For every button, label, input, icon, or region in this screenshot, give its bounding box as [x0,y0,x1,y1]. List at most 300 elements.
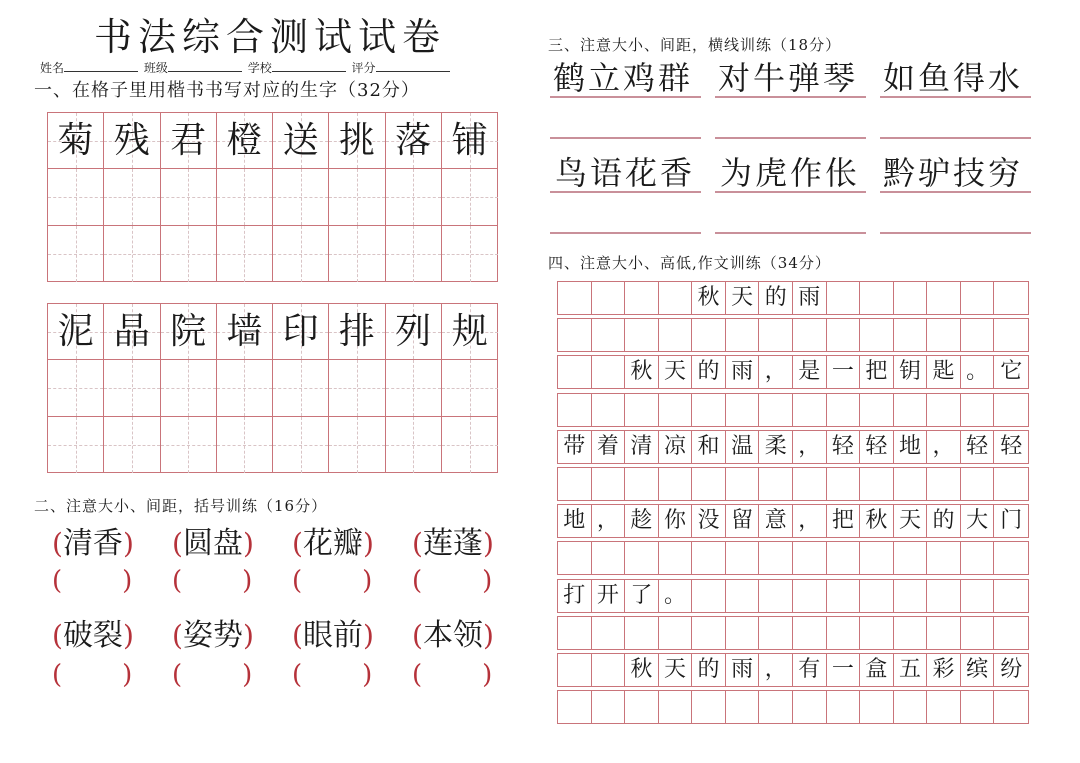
practice-line[interactable] [550,137,701,139]
close-paren: ) [482,527,494,560]
practice-cell[interactable] [329,360,385,416]
practice-cell[interactable] [161,360,217,416]
practice-cell[interactable] [217,169,273,225]
composition-cell[interactable] [592,691,626,723]
composition-cell: 。 [659,580,693,612]
composition-cell: 温 [726,431,760,463]
bracket-word [172,618,292,654]
practice-cell[interactable] [442,226,498,282]
composition-cell[interactable] [860,394,894,426]
composition-cell[interactable] [625,319,659,351]
composition-cell [558,654,592,686]
composition-cell[interactable] [692,319,726,351]
composition-cell: 盒 [860,654,894,686]
bracket-word [52,618,172,654]
composition-cell: 彩 [927,654,961,686]
composition-cell[interactable] [961,617,995,649]
write-line [880,96,1031,98]
practice-cell[interactable] [161,417,217,473]
model-char-cell [329,113,385,169]
composition-practice-row [557,541,1029,575]
model-char-cell [273,113,329,169]
composition-cell[interactable] [827,617,861,649]
composition-cell[interactable] [961,468,995,500]
word-text: 姿势 [182,618,243,653]
composition-cell: 雨 [726,654,760,686]
model-char: 挑 [338,119,375,161]
practice-cell[interactable] [104,169,160,225]
composition-cell: 趁 [625,505,659,537]
open-paren: ( [412,566,423,596]
practice-cell[interactable] [273,169,329,225]
composition-cell: 有 [793,654,827,686]
idiom-6: 黔驴技穷 [883,154,1024,192]
model-char-cell [273,304,329,360]
model-char-cell [386,113,442,169]
composition-cell: 是 [793,356,827,388]
class-field[interactable] [168,60,242,72]
composition-cell[interactable] [625,617,659,649]
name-field[interactable] [64,60,138,72]
composition-cell: 意 [759,505,793,537]
composition-cell[interactable] [692,617,726,649]
model-char: 残 [113,119,150,161]
composition-cell[interactable] [659,468,693,500]
composition-cell: 大 [961,505,995,537]
composition-cell[interactable] [692,468,726,500]
composition-cell[interactable] [961,394,995,426]
composition-cell: 纷 [1000,657,1023,682]
model-char-cell [442,113,498,169]
composition-cell: 的 [759,282,793,314]
composition-cell[interactable] [961,691,995,723]
model-char: 排 [338,310,375,352]
composition-cell: 秋 [860,505,894,537]
practice-cell[interactable] [386,169,442,225]
composition-model-row [557,281,1029,315]
tianzige-grid-1 [47,112,498,282]
composition-cell[interactable] [592,319,626,351]
composition-cell[interactable] [625,468,659,500]
composition-cell [961,282,995,314]
composition-cell[interactable] [994,542,1028,574]
composition-cell: 一 [827,654,861,686]
open-paren: ( [292,619,303,652]
close-paren: ) [362,566,373,596]
composition-cell [860,580,894,612]
composition-cell: ， [793,431,827,463]
composition-cell: ， [759,654,793,686]
composition-cell[interactable] [625,394,659,426]
practice-cell[interactable] [273,360,329,416]
composition-cell: 清 [625,431,659,463]
close-paren: ) [122,566,133,596]
practice-cell[interactable] [273,417,329,473]
name-label: 姓名 [40,61,65,75]
bracket-blanks-row-1 [52,566,532,596]
bracket-answer-blank[interactable] [172,660,292,690]
composition-cell[interactable] [961,542,995,574]
composition-cell[interactable] [927,691,961,723]
practice-line[interactable] [880,137,1031,139]
composition-cell[interactable] [659,394,693,426]
composition-cell: 留 [726,505,760,537]
model-char-cell [104,113,160,169]
composition-model-row [557,504,1029,538]
composition-cell[interactable] [793,617,827,649]
composition-cell[interactable] [726,468,760,500]
section2-heading: 二、注意大小、间距，括号训练（16分） [34,497,328,515]
composition-cell[interactable] [961,319,995,351]
tianzige-grid-2 [47,303,498,473]
composition-cell [894,282,928,314]
practice-cell[interactable] [329,226,385,282]
practice-cell[interactable] [386,417,442,473]
close-paren: ) [362,619,374,652]
school-label: 学校 [247,61,272,75]
composition-cell[interactable] [860,691,894,723]
bracket-words-row-2 [52,618,532,654]
composition-cell[interactable] [726,691,760,723]
practice-cell[interactable] [442,169,498,225]
composition-model-row [557,653,1029,687]
composition-cell [692,580,726,612]
open-paren: ( [412,619,423,652]
close-paren: ) [362,527,374,560]
composition-cell[interactable] [558,617,592,649]
open-paren: ( [52,527,63,560]
composition-cell: 了 [625,580,659,612]
open-paren: ( [52,566,63,596]
composition-cell[interactable] [894,691,928,723]
bracket-word [412,526,532,562]
word-text: 圆盘 [182,526,243,561]
composition-cell[interactable] [927,617,961,649]
composition-cell[interactable] [625,542,659,574]
composition-cell [558,356,592,388]
composition-cell[interactable] [759,542,793,574]
composition-cell: 地 [894,431,928,463]
open-paren: ( [52,619,63,652]
composition-cell: 天 [894,505,928,537]
composition-cell: 轻 [961,431,995,463]
composition-cell [659,282,693,314]
composition-cell [558,282,592,314]
composition-cell[interactable] [793,691,827,723]
composition-cell[interactable] [726,542,760,574]
practice-cell[interactable] [48,417,104,473]
practice-cell[interactable] [386,226,442,282]
model-char: 院 [170,310,207,352]
composition-cell [927,282,961,314]
section4-heading: 四、注意大小、高低,作文训练（34分） [548,254,831,272]
composition-cell[interactable] [827,691,861,723]
model-char-cell [48,304,104,360]
model-char: 泥 [57,310,94,352]
write-line [715,191,866,193]
bracket-answer-blank[interactable] [412,660,532,690]
model-char-cell [386,304,442,360]
practice-cell[interactable] [48,226,104,282]
write-line [550,191,701,193]
composition-practice-row [557,616,1029,650]
composition-cell[interactable] [860,617,894,649]
composition-cell: 轻 [860,431,894,463]
composition-cell[interactable] [827,468,861,500]
practice-cell[interactable] [217,360,273,416]
practice-line[interactable] [715,137,866,139]
composition-cell[interactable] [625,691,659,723]
composition-cell: 你 [659,505,693,537]
composition-cell [894,580,928,612]
composition-cell: 秋 [692,282,726,314]
model-char: 送 [282,119,319,161]
word-text: 本领 [422,618,483,653]
close-paren: ) [242,619,254,652]
composition-cell[interactable] [927,468,961,500]
composition-cell[interactable] [994,319,1028,351]
composition-cell[interactable] [827,394,861,426]
composition-cell[interactable] [793,394,827,426]
composition-cell: ， [927,431,961,463]
composition-cell: 的 [692,654,726,686]
composition-cell[interactable] [860,319,894,351]
score-field[interactable] [376,60,450,72]
composition-cell[interactable] [759,319,793,351]
open-paren: ( [292,660,303,690]
model-char: 晶 [113,310,150,352]
close-paren: ) [242,660,253,690]
model-char-cell [217,304,273,360]
open-paren: ( [292,566,303,596]
composition-cell: 。 [961,356,995,388]
bracket-answer-blank[interactable] [292,566,412,596]
close-paren: ) [122,527,134,560]
composition-cell: 秋 [625,356,659,388]
bracket-answer-blank[interactable] [292,660,412,690]
composition-cell [827,282,861,314]
word-text: 眼前 [302,618,363,653]
write-line [550,96,701,98]
word-text: 清香 [62,526,123,561]
model-char: 君 [170,119,207,161]
composition-cell: 开 [592,580,626,612]
idiom-5: 为虎作伥 [720,154,861,192]
composition-cell[interactable] [692,394,726,426]
practice-cell[interactable] [442,360,498,416]
practice-cell[interactable] [273,226,329,282]
composition-cell[interactable] [827,542,861,574]
composition-cell: 天 [659,654,693,686]
practice-cell[interactable] [217,226,273,282]
composition-cell[interactable] [994,468,1028,500]
composition-cell[interactable] [927,542,961,574]
composition-practice-row [557,467,1029,501]
composition-cell[interactable] [659,542,693,574]
composition-cell[interactable] [927,319,961,351]
practice-cell[interactable] [217,417,273,473]
composition-cell[interactable] [860,542,894,574]
open-paren: ( [172,619,183,652]
composition-cell[interactable] [994,394,1028,426]
model-char: 墙 [226,310,263,352]
model-char-cell [161,113,217,169]
composition-cell[interactable] [726,394,760,426]
composition-cell[interactable] [759,691,793,723]
composition-cell[interactable] [894,394,928,426]
composition-cell[interactable] [894,542,928,574]
score-label: 评分 [351,61,376,75]
composition-cell[interactable] [793,468,827,500]
write-line [715,96,866,98]
composition-cell: 天 [659,356,693,388]
close-paren: ) [242,527,254,560]
composition-cell[interactable] [827,319,861,351]
composition-cell[interactable] [592,542,626,574]
practice-cell[interactable] [161,169,217,225]
idiom-4: 鸟语花香 [555,154,696,192]
composition-cell: 天 [726,282,760,314]
composition-cell[interactable] [927,394,961,426]
bracket-answer-blank[interactable] [412,566,532,596]
close-paren: ) [482,566,493,596]
composition-cell: 着 [592,431,626,463]
model-char: 菊 [57,119,94,161]
composition-cell[interactable] [592,468,626,500]
composition-cell[interactable] [994,617,1028,649]
idiom-2: 对牛弹琴 [718,59,859,97]
composition-cell[interactable] [894,617,928,649]
composition-model-row [557,430,1029,464]
model-char: 铺 [451,119,488,161]
practice-cell[interactable] [104,360,160,416]
practice-cell[interactable] [104,226,160,282]
composition-cell[interactable] [759,394,793,426]
composition-cell[interactable] [659,319,693,351]
write-line [880,191,1031,193]
practice-cell[interactable] [386,360,442,416]
composition-cell[interactable] [759,617,793,649]
bracket-answer-blank[interactable] [52,566,172,596]
practice-cell[interactable] [48,169,104,225]
practice-cell[interactable] [161,226,217,282]
composition-cell[interactable] [558,394,592,426]
composition-cell[interactable] [558,319,592,351]
composition-cell[interactable] [894,468,928,500]
composition-practice-row [557,690,1029,724]
close-paren: ) [362,660,373,690]
practice-cell[interactable] [442,417,498,473]
model-char: 橙 [226,119,263,161]
composition-cell[interactable] [692,542,726,574]
exam-title: 书法综合测试试卷 [93,15,446,59]
composition-cell: 它 [1000,359,1023,385]
composition-cell[interactable] [994,691,1028,723]
composition-cell[interactable] [558,542,592,574]
model-char: 列 [395,310,432,352]
practice-line[interactable] [550,232,701,234]
class-label: 班级 [143,61,168,75]
practice-cell[interactable] [329,169,385,225]
composition-cell[interactable] [659,691,693,723]
practice-cell[interactable] [104,417,160,473]
composition-cell: 没 [692,505,726,537]
model-char-cell [442,304,498,360]
composition-cell[interactable] [860,468,894,500]
practice-line[interactable] [715,232,866,234]
composition-cell [994,580,1028,612]
composition-model-row [557,579,1029,613]
composition-cell: 缤 [961,654,995,686]
composition-cell[interactable] [659,617,693,649]
composition-cell: 秋 [625,654,659,686]
composition-cell: ， [592,505,626,537]
composition-cell[interactable] [726,319,760,351]
composition-cell[interactable] [558,691,592,723]
composition-cell[interactable] [726,617,760,649]
bracket-answer-blank[interactable] [172,566,292,596]
bracket-blanks-row-2 [52,660,532,690]
model-char-cell [161,304,217,360]
composition-model-row [557,355,1029,389]
composition-cell: 轻 [827,431,861,463]
close-paren: ) [122,619,134,652]
model-char-cell [48,113,104,169]
practice-cell[interactable] [48,360,104,416]
composition-cell: 凉 [659,431,693,463]
section1-heading: 一、在格子里用楷书书写对应的生字（32分） [34,80,420,101]
composition-cell[interactable] [692,691,726,723]
composition-cell: 一 [827,356,861,388]
idiom-3: 如鱼得水 [883,59,1024,97]
composition-cell[interactable] [759,468,793,500]
close-paren: ) [482,660,493,690]
open-paren: ( [52,660,63,690]
composition-cell: 五 [894,654,928,686]
composition-cell[interactable] [793,542,827,574]
close-paren: ) [122,660,133,690]
open-paren: ( [172,566,183,596]
open-paren: ( [412,527,423,560]
composition-practice-row [557,318,1029,352]
composition-cell[interactable] [558,468,592,500]
bracket-words-row-1 [52,526,532,562]
composition-cell[interactable] [592,617,626,649]
composition-cell [726,580,760,612]
composition-cell[interactable] [793,319,827,351]
composition-cell[interactable] [592,394,626,426]
open-paren: ( [172,660,183,690]
practice-line[interactable] [880,232,1031,234]
model-char: 印 [282,310,319,352]
bracket-answer-blank[interactable] [52,660,172,690]
composition-cell[interactable] [894,319,928,351]
bracket-word [292,618,412,654]
model-char-cell [217,113,273,169]
composition-cell: 地 [558,505,592,537]
composition-cell: ， [759,356,793,388]
composition-cell: 雨 [726,356,760,388]
composition-cell: 门 [1000,508,1023,534]
school-field[interactable] [272,60,346,72]
open-paren: ( [292,527,303,560]
composition-cell [759,580,793,612]
composition-cell [625,282,659,314]
model-char-cell [104,304,160,360]
practice-cell[interactable] [329,417,385,473]
composition-cell: ， [793,505,827,537]
composition-cell [793,580,827,612]
